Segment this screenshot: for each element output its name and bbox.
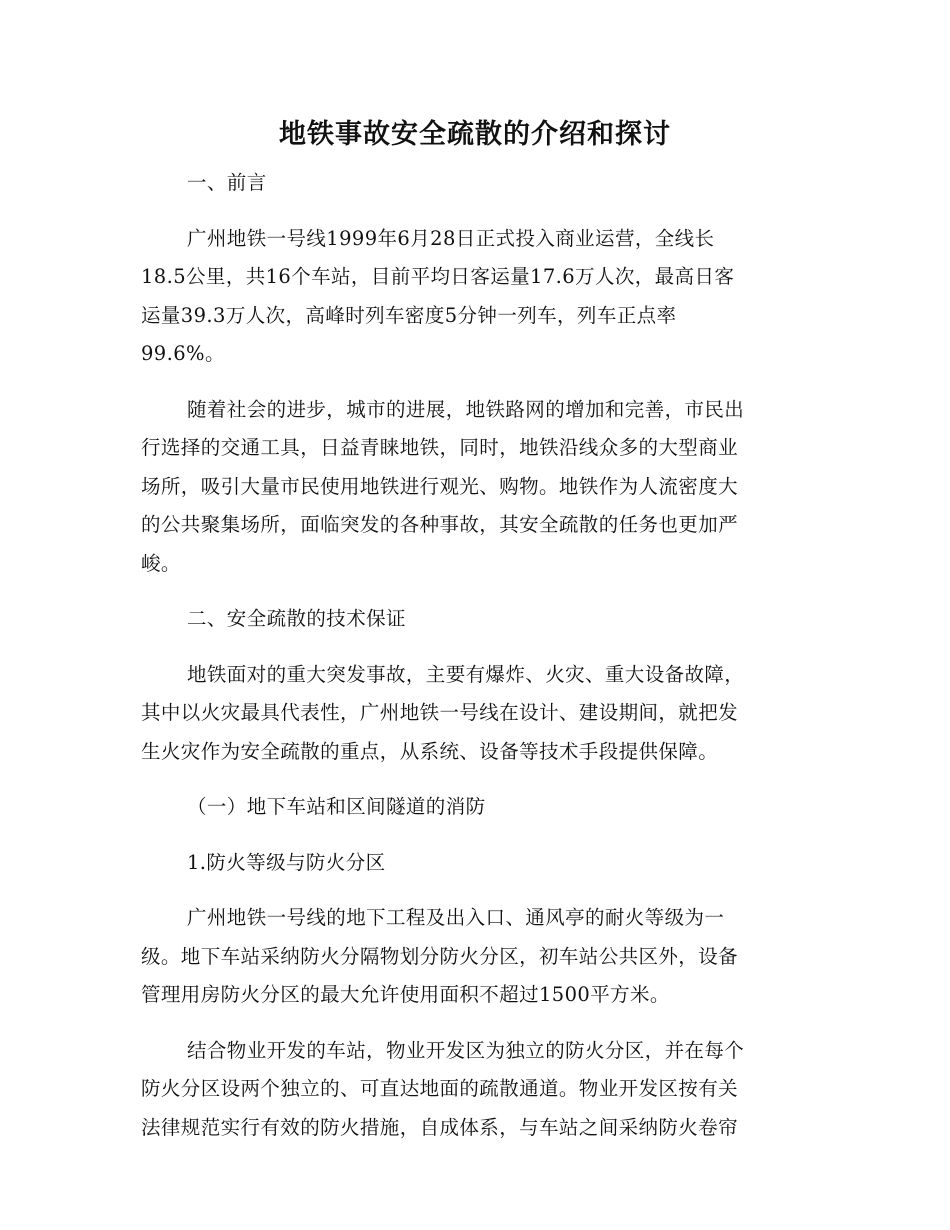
subsection-heading-fire-rating: 1.防火等级与防火分区: [187, 850, 386, 874]
text-line: 生火灾作为安全疏散的重点，从系统、设备等技术手段提供保障。: [141, 739, 719, 763]
paragraph-property-development: [141, 1032, 801, 1148]
text-line: 广州地铁一号线1999年6月28日正式投入商业运营，全线长: [187, 226, 715, 250]
paragraph-major-incidents: [141, 656, 801, 772]
text-line: 地铁面对的重大突发事故，主要有爆炸、火灾、重大设备故障，: [187, 662, 745, 686]
document-title: 地铁事故安全疏散的介绍和探讨: [279, 119, 671, 150]
text-line: 随着社会的进步，城市的进展，地铁路网的增加和完善，市民出: [187, 397, 745, 421]
text-line: 其中以火灾最具代表性，广州地铁一号线在设计、建设期间，就把发: [141, 701, 739, 724]
text-line: 的公共聚集场所，面临突发的各种事故，其安全疏散的任务也更加严: [141, 513, 739, 536]
text-line: 行选择的交通工具，日益青睐地铁，同时，地铁沿线众多的大型商业: [141, 436, 739, 459]
text-line: 运量39.3万人次，高峰时列车密度5分钟一列车，列车正点率: [141, 303, 677, 327]
section-heading-preface: 一、前言: [187, 171, 267, 194]
text-line: 防火分区设两个独立的、可直达地面的疏散通道。物业开发区按有关: [141, 1077, 739, 1100]
text-line: 峻。: [141, 551, 181, 575]
paragraph-social-context: [141, 391, 801, 584]
paragraph-line-overview: [141, 220, 801, 374]
document-body: [141, 164, 801, 1164]
text-line: 结合物业开发的车站，物业开发区为独立的防火分区，并在每个: [187, 1038, 745, 1062]
text-line: 法律规范实行有效的防火措施，自成体系，与车站之间采纳防火卷帘: [141, 1115, 739, 1139]
section-heading-technical: 二、安全疏散的技术保证: [187, 607, 406, 630]
text-line: 管理用房防火分区的最大允许使用面积不超过1500平方米。: [141, 983, 670, 1006]
text-line: 99.6%。: [141, 342, 225, 365]
paragraph-fire-rating: [141, 899, 801, 1015]
text-line: 场所，吸引大量市民使用地铁进行观光、购物。地铁作为人流密度大: [141, 474, 739, 498]
text-line: 18.5公里，共16个车站，目前平均日客运量17.6万人次，最高日客: [141, 265, 735, 288]
subsection-heading-fire-protection: （一）地下车站和区间隧道的消防: [187, 795, 486, 818]
text-line: 级。地下车站采纳防火分隔物划分防火分区，初车站公共区外，设备: [141, 944, 739, 968]
text-line: 广州地铁一号线的地下工程及出入口、通风亭的耐火等级为一: [187, 906, 725, 929]
